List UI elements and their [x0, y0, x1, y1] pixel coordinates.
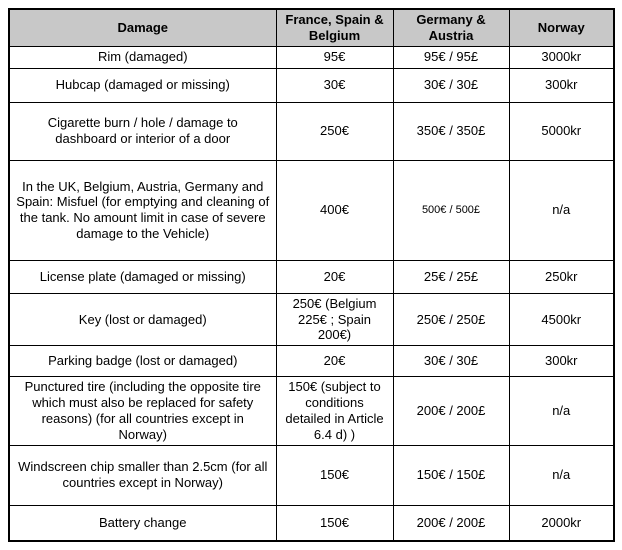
damage-cell: Cigarette burn / hole / damage to dashboard or interior of a door — [9, 102, 276, 160]
fee-fsb-cell: 400€ — [276, 160, 393, 260]
table-row — [9, 102, 614, 160]
damage-fees-table — [8, 8, 615, 542]
fee-norway-cell: n/a — [509, 377, 614, 445]
fee-norway-cell: 300kr — [509, 68, 614, 102]
table-row — [9, 293, 614, 346]
table-row — [9, 46, 614, 68]
fee-ga-cell: 200€ / 200£ — [393, 505, 509, 541]
fee-ga-cell: 30€ / 30£ — [393, 68, 509, 102]
damage-cell: In the UK, Belgium, Austria, Germany and Spain: Misfuel (for emptying and cleaning of the tank. No amount limit in case of severe damage to the Vehicle) — [9, 160, 276, 260]
table-row — [9, 160, 614, 260]
damage-cell: License plate (damaged or missing) — [9, 260, 276, 293]
column-header-norway: Norway — [509, 9, 614, 46]
fee-fsb-cell: 250€ — [276, 102, 393, 160]
table-row — [9, 68, 614, 102]
fee-ga-cell: 95€ / 95£ — [393, 46, 509, 68]
fee-fsb-cell: 95€ — [276, 46, 393, 68]
fee-ga-cell: 350€ / 350£ — [393, 102, 509, 160]
column-header-france-spain-belgium: France, Spain & Belgium — [276, 9, 393, 46]
damage-cell: Punctured tire (including the opposite tire which must also be replaced for safety reasons) (for all countries except in Norway) — [9, 377, 276, 445]
fee-fsb-cell: 150€ — [276, 505, 393, 541]
table-row — [9, 377, 614, 445]
fee-ga-cell: 200€ / 200£ — [393, 377, 509, 445]
fee-ga-cell: 30€ / 30£ — [393, 346, 509, 377]
fee-fsb-cell: 150€ (subject to conditions detailed in Article 6.4 d) ) — [276, 377, 393, 445]
fee-norway-cell: 3000kr — [509, 46, 614, 68]
fee-norway-cell: n/a — [509, 160, 614, 260]
column-header-germany-austria: Germany & Austria — [393, 9, 509, 46]
damage-cell: Parking badge (lost or damaged) — [9, 346, 276, 377]
fee-ga-cell: 150€ / 150£ — [393, 445, 509, 505]
fee-fsb-cell: 150€ — [276, 445, 393, 505]
fee-norway-cell: 4500kr — [509, 293, 614, 346]
table-row — [9, 505, 614, 541]
fee-fsb-cell: 30€ — [276, 68, 393, 102]
table-header-row — [9, 9, 614, 46]
fee-norway-cell: 5000kr — [509, 102, 614, 160]
fee-ga-cell: 25€ / 25£ — [393, 260, 509, 293]
damage-cell: Battery change — [9, 505, 276, 541]
fee-norway-cell: 300kr — [509, 346, 614, 377]
table-row — [9, 260, 614, 293]
damage-cell: Hubcap (damaged or missing) — [9, 68, 276, 102]
fee-norway-cell: 250kr — [509, 260, 614, 293]
damage-cell: Windscreen chip smaller than 2.5cm (for all countries except in Norway) — [9, 445, 276, 505]
fee-fsb-cell: 20€ — [276, 260, 393, 293]
fee-ga-cell: 250€ / 250£ — [393, 293, 509, 346]
damage-cell: Key (lost or damaged) — [9, 293, 276, 346]
fee-ga-cell: 500€ / 500£ — [393, 160, 509, 260]
fee-norway-cell: 2000kr — [509, 505, 614, 541]
fee-fsb-cell: 250€ (Belgium 225€ ; Spain 200€) — [276, 293, 393, 346]
table-row — [9, 346, 614, 377]
column-header-damage: Damage — [9, 9, 276, 46]
fee-norway-cell: n/a — [509, 445, 614, 505]
table-row — [9, 445, 614, 505]
damage-cell: Rim (damaged) — [9, 46, 276, 68]
fee-fsb-cell: 20€ — [276, 346, 393, 377]
